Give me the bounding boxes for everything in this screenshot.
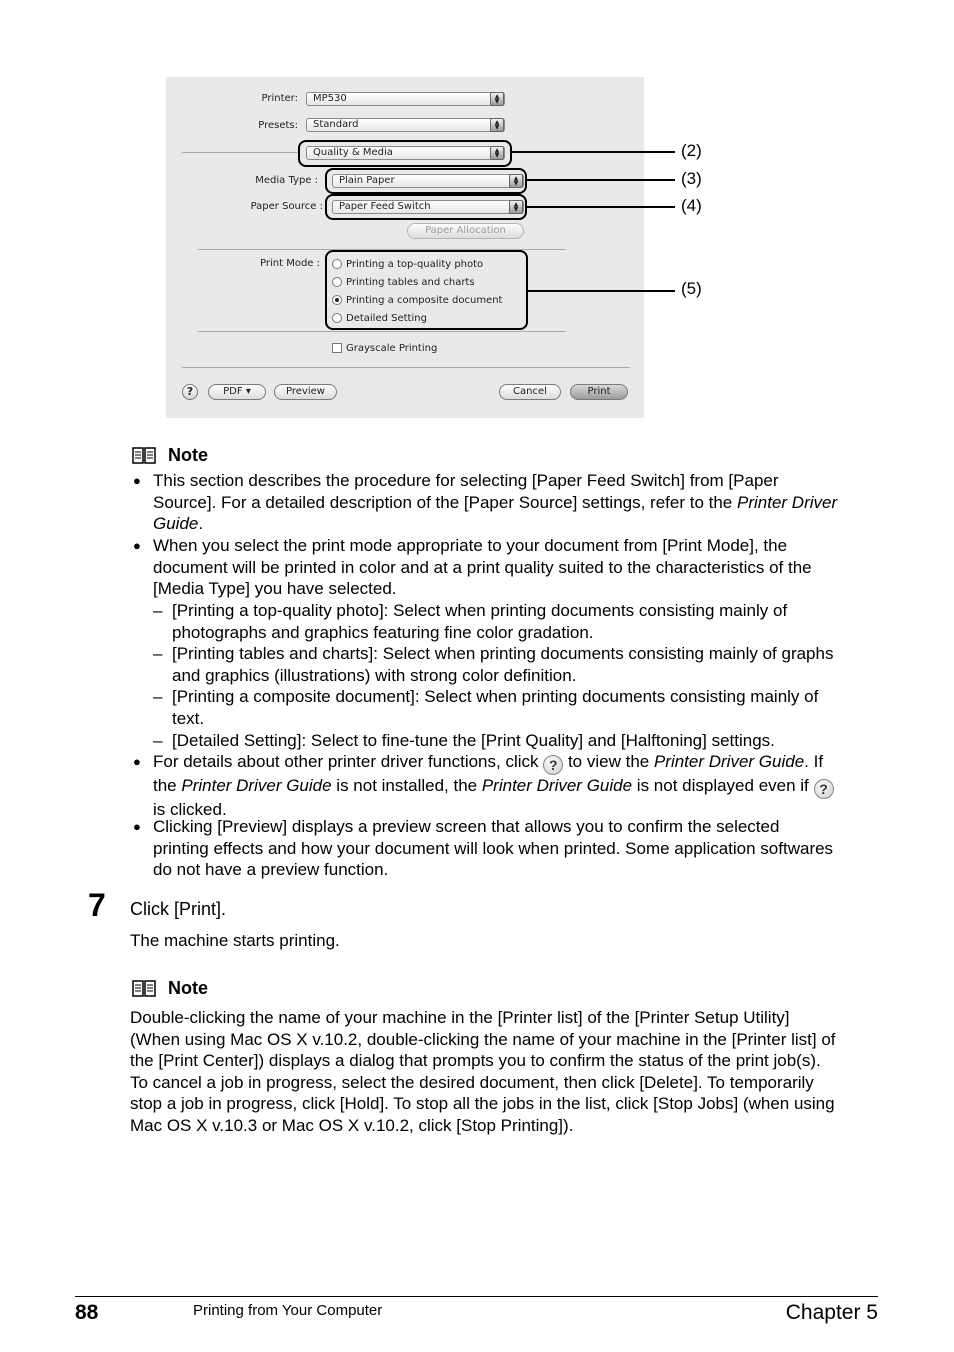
- footer-chapter: Chapter 5: [785, 1301, 878, 1324]
- callout-label-2: (2): [681, 141, 702, 160]
- text-line: photographs and graphics featuring fine color gradation.: [172, 622, 594, 642]
- text-span: Source]. For a detailed description of the [Paper Source] settings, refer to the: [153, 492, 737, 512]
- print-dialog-screenshot: [166, 77, 644, 418]
- bullet-icon: ●: [133, 538, 141, 553]
- text-line: Double-clicking the name of your machine in the [Printer list] of the [Printer Setup Utility]: [130, 1008, 790, 1027]
- text-line: document will be printed in color and at a print quality suited to the characteristics of the: [153, 557, 812, 577]
- print-mode-item-4: [172, 730, 775, 752]
- radio-label: Detailed Setting: [346, 313, 427, 324]
- highlight-5: [325, 250, 528, 330]
- print-mode-label: Print Mode :: [260, 258, 320, 269]
- text-line: is clicked.: [153, 800, 227, 819]
- footer-section: Printing from Your Computer: [193, 1302, 383, 1319]
- popup-arrows-icon: ▲ ▼: [490, 146, 504, 160]
- print-mode-item-1: [172, 600, 787, 643]
- help-icon: ?: [543, 755, 563, 775]
- callout-line-4: [527, 206, 675, 208]
- text-line: [153, 775, 834, 799]
- note-bullet-4: [153, 816, 833, 881]
- callout-label-5: (5): [681, 279, 702, 298]
- text-line: do not have a preview function.: [153, 860, 389, 880]
- radio-label: Printing a composite document: [346, 295, 503, 306]
- popup-arrows-icon: ▲ ▼: [509, 174, 523, 188]
- text-line: Mac OS X v.10.3 or Mac OS X v.10.2, click [Stop Printing]).: [130, 1115, 574, 1135]
- callout-line-3: [527, 179, 675, 181]
- text-italic: Guide: [153, 514, 199, 534]
- dash-mark: –: [153, 601, 163, 620]
- note-book-icon: [132, 980, 156, 997]
- separator: [198, 331, 566, 332]
- bullet-icon: ●: [133, 754, 141, 769]
- note-heading: Note: [168, 445, 208, 465]
- paper-allocation-button[interactable]: Paper Allocation: [407, 223, 524, 239]
- text-line: the [Print Center]) displays a dialog that prompts you to confirm the status of the print job(s).: [130, 1051, 821, 1071]
- text-italic: Printer Driver Guide: [653, 752, 805, 771]
- grayscale-label: Grayscale Printing: [346, 343, 438, 354]
- text-line: [153, 751, 834, 775]
- help-button[interactable]: ?: [182, 384, 198, 400]
- text-line: [Printing a top-quality photo]: Select when printing documents consisting mainly of: [172, 601, 788, 620]
- highlight-3: [325, 168, 527, 194]
- text-line: [Media Type] you have selected.: [153, 579, 397, 599]
- popup-arrows-icon: ▲ ▼: [509, 200, 523, 214]
- radio-label: Printing tables and charts: [346, 277, 475, 288]
- text-span: . If: [804, 752, 824, 771]
- presets-popup[interactable]: [306, 118, 505, 132]
- text-line: and graphics (illustrations) with strong color definition.: [172, 665, 577, 685]
- panel-value: Quality & Media: [313, 147, 393, 158]
- print-mode-item-2: [172, 643, 833, 686]
- text-line: This section describes the procedure for selecting [Paper Feed Switch] from [Paper: [153, 471, 779, 490]
- text-span: is not displayed even if: [632, 776, 814, 795]
- callout-line-5: [528, 290, 675, 292]
- separator: [182, 152, 300, 153]
- callout-label-4: (4): [681, 196, 702, 215]
- text-line: When you select the print mode appropriate to your document from [Print Mode], the: [153, 536, 788, 555]
- text-line: [Printing a composite document]: Select when printing documents consisting mainly of: [172, 687, 819, 706]
- text-line: [153, 513, 837, 535]
- text-italic: Printer Driver: [737, 492, 838, 512]
- popup-arrows-icon: ▲ ▼: [490, 92, 504, 106]
- text-line: [Detailed Setting]: Select to fine-tune the [Print Quality] and [Halftoning] settings.: [172, 731, 775, 750]
- note-bullet-3: [153, 751, 834, 821]
- bullet-icon: ●: [133, 819, 141, 834]
- dash-mark: –: [153, 731, 163, 750]
- grayscale-option[interactable]: [332, 342, 437, 356]
- text-line: To cancel a job in progress, select the desired document, then click [Delete]. To temporarily: [130, 1072, 814, 1092]
- help-icon: ?: [814, 779, 834, 799]
- text-span: For details about other printer driver functions, click: [153, 752, 544, 771]
- cancel-button[interactable]: Cancel: [499, 384, 561, 400]
- highlight-4: [325, 194, 527, 220]
- text-line: printing effects and how your document will look when printed. Some application softwares: [153, 838, 834, 858]
- highlight-2: [298, 140, 512, 167]
- note-bullet-1: [153, 470, 837, 535]
- step-number: 7: [88, 887, 106, 923]
- preview-button[interactable]: Preview: [274, 384, 337, 400]
- note-bullet-2: [153, 535, 812, 600]
- page-number: 88: [75, 1301, 99, 1324]
- text-span: the: [153, 776, 182, 795]
- dash-mark: –: [153, 644, 163, 663]
- text-line: stop a job in progress, click [Hold]. To stop all the jobs in the list, click [Stop Jobs] (when using: [130, 1094, 835, 1114]
- callout-line-2: [512, 151, 675, 153]
- text-line: (When using Mac OS X v.10.2, double-clicking the name of your machine in the [Printer list] of: [130, 1029, 836, 1049]
- printer-popup[interactable]: [306, 92, 505, 106]
- pdf-button[interactable]: PDF ▾: [208, 384, 266, 400]
- footer-rule: [75, 1296, 878, 1297]
- grayscale-checkbox[interactable]: [332, 343, 342, 353]
- media-type-value: Plain Paper: [339, 175, 395, 186]
- text-italic: Printer Driver Guide: [181, 776, 332, 795]
- separator: [182, 367, 630, 368]
- printer-value: MP530: [313, 93, 347, 104]
- note-book-icon: [132, 447, 156, 464]
- media-type-label: Media Type :: [255, 175, 318, 186]
- note-2-body: [130, 1007, 836, 1137]
- print-button[interactable]: Print: [570, 384, 628, 400]
- popup-arrows-icon: ▲ ▼: [490, 118, 504, 132]
- note-heading: Note: [168, 978, 208, 998]
- text-line: [Printing tables and charts]: Select when printing documents consisting mainly of graphs: [172, 644, 834, 663]
- bullet-icon: ●: [133, 473, 141, 488]
- presets-label: Presets:: [258, 120, 298, 131]
- text-line: Clicking [Preview] displays a preview screen that allows you to confirm the selected: [153, 817, 780, 836]
- text-span: to view the: [563, 752, 654, 771]
- step-result: The machine starts printing.: [130, 931, 340, 950]
- text-line: [153, 492, 837, 514]
- print-mode-item-3: [172, 686, 818, 729]
- text-italic: Printer Driver Guide: [481, 776, 633, 795]
- step-instruction: Click [Print].: [130, 899, 227, 919]
- presets-value: Standard: [313, 119, 359, 130]
- callout-label-3: (3): [681, 169, 702, 188]
- paper-source-value: Paper Feed Switch: [339, 201, 431, 212]
- text-line: text.: [172, 708, 205, 728]
- text-span: is not installed, the: [331, 776, 482, 795]
- dash-mark: –: [153, 687, 163, 706]
- printer-label: Printer:: [261, 93, 298, 104]
- paper-source-label: Paper Source :: [250, 201, 323, 212]
- radio-label: Printing a top-quality photo: [346, 259, 484, 270]
- text-span: .: [198, 514, 204, 534]
